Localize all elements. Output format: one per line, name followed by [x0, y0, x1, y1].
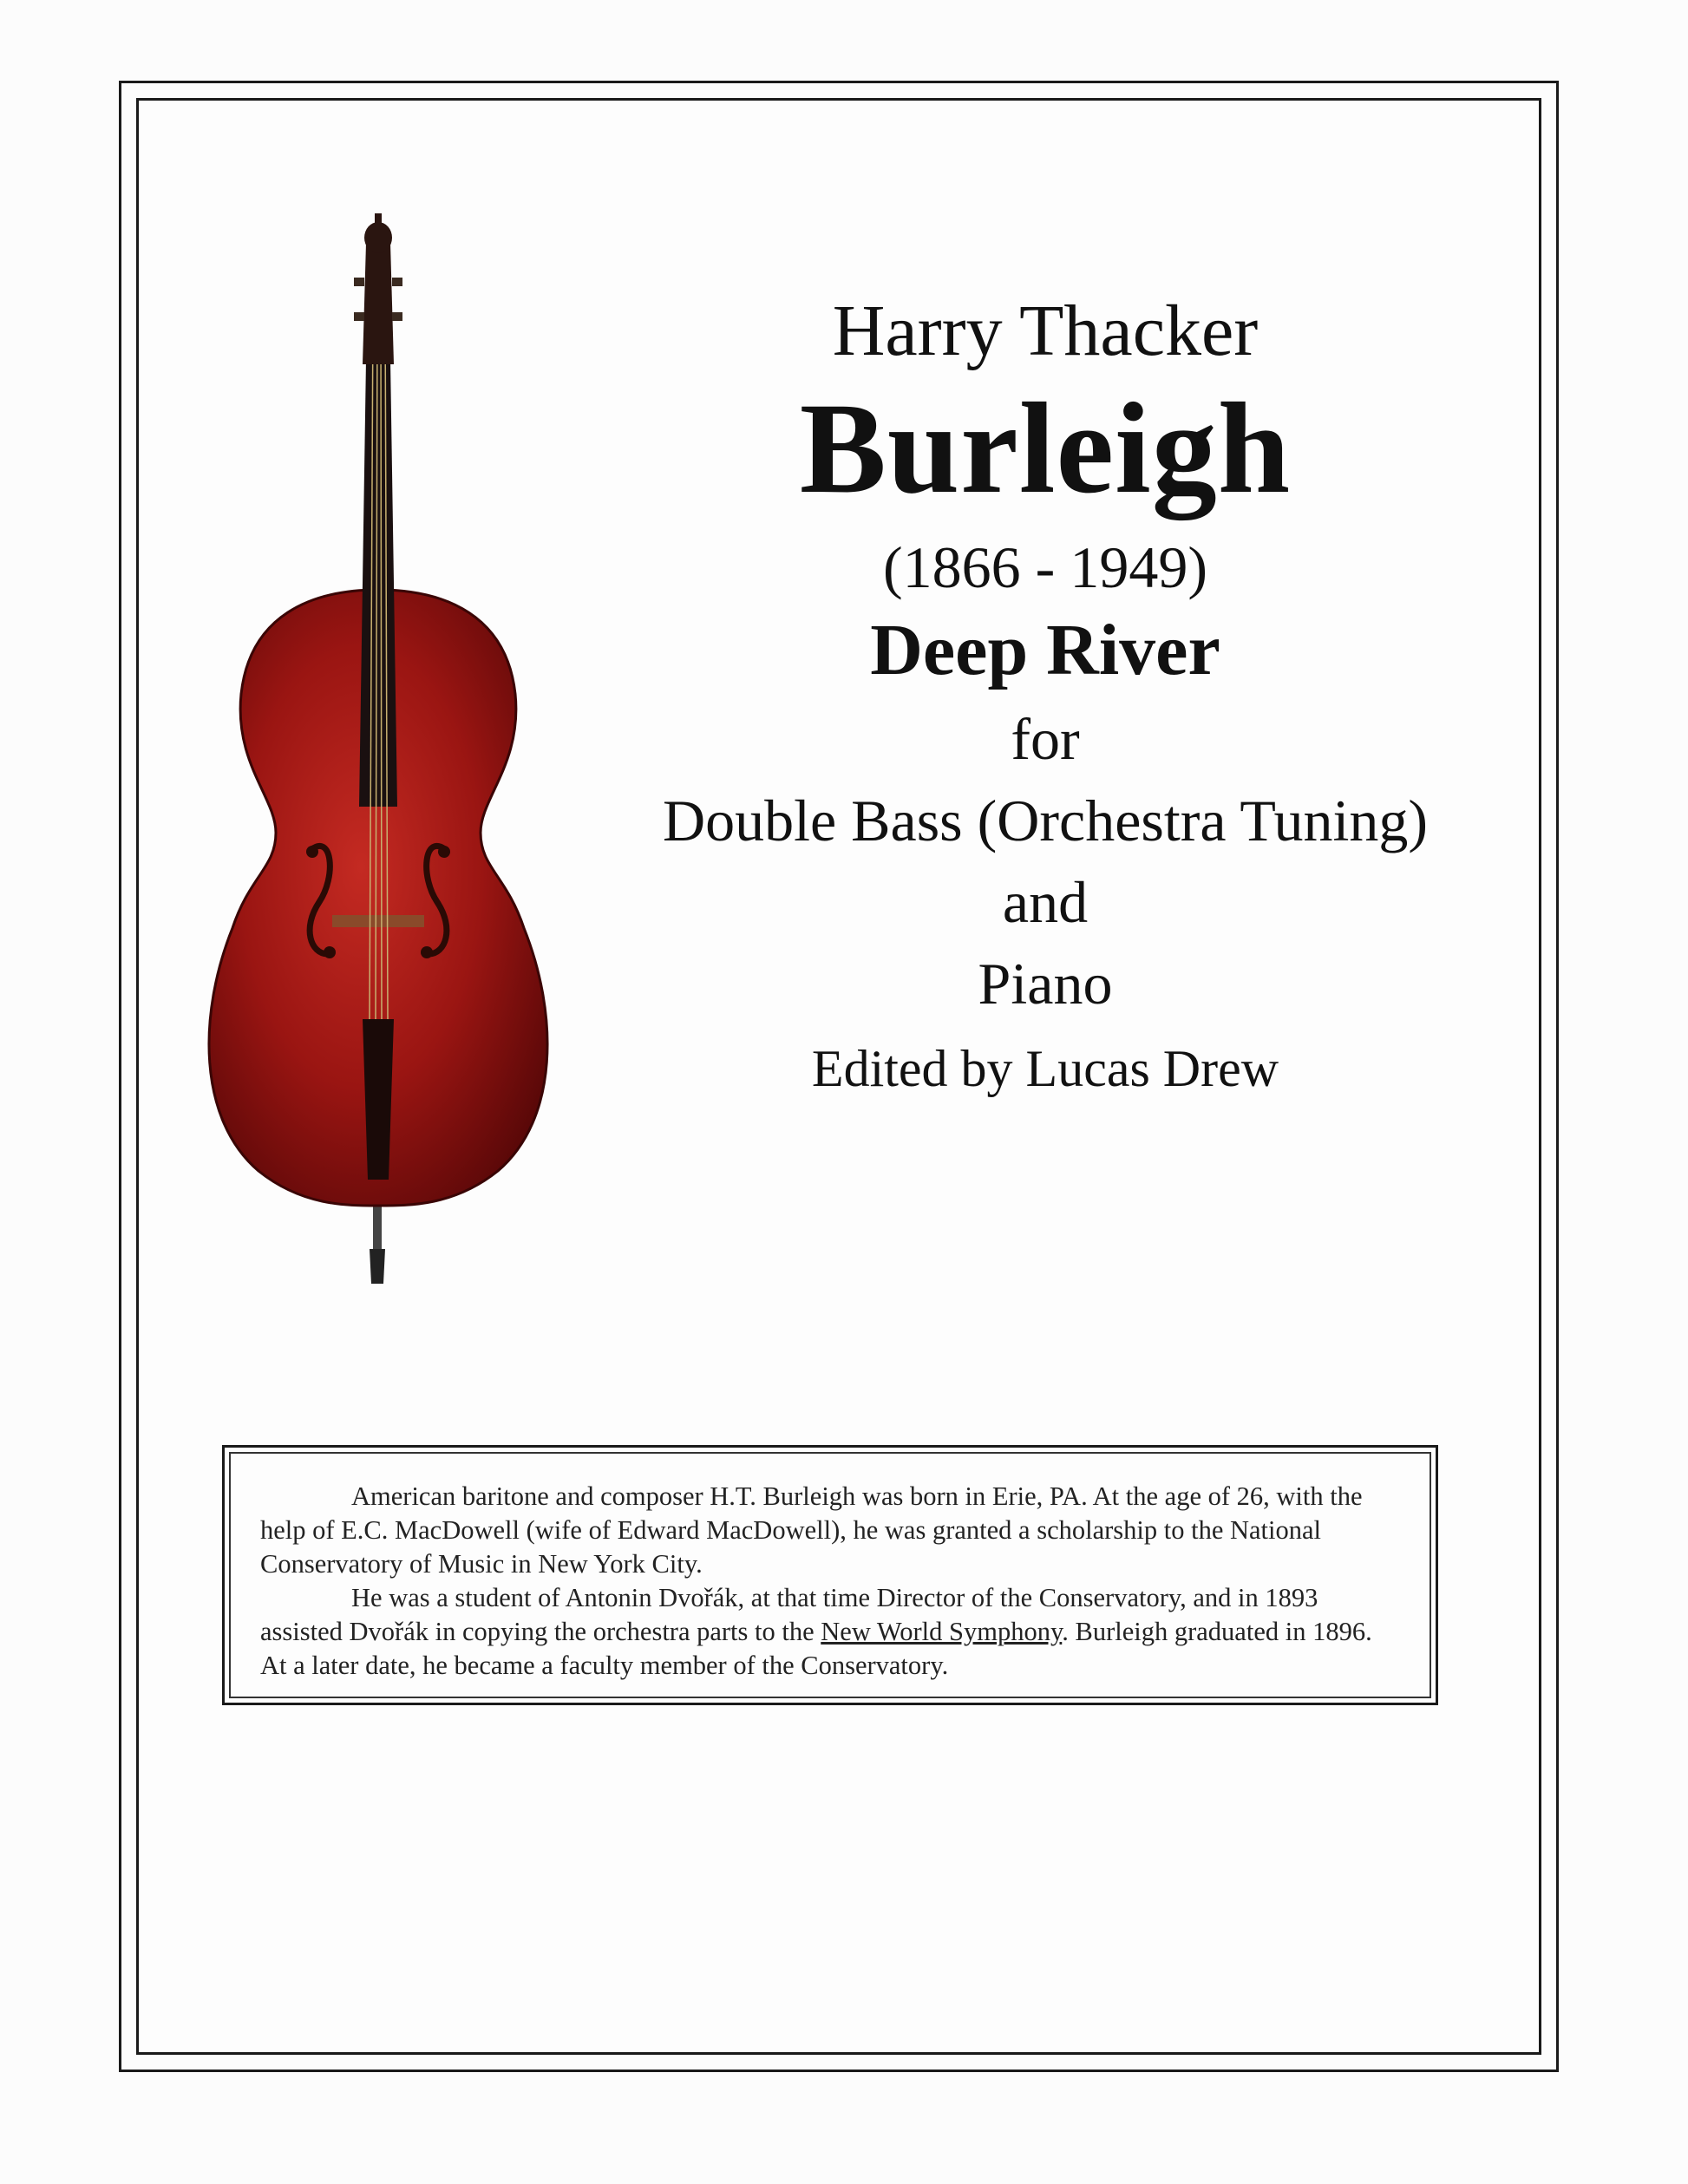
- title-block: [590, 291, 1501, 1097]
- biography-paragraph-2-end: . Burleigh graduated in 1896. At a later date, he became a faculty member of the Conservatory.: [260, 1617, 1372, 1680]
- composer-dates: (1866 - 1949): [883, 534, 1207, 600]
- for-label: for: [1011, 706, 1080, 772]
- biography-paragraph-1: American baritone and composer H.T. Burleigh was born in Erie, PA. At the age of 26, with the help of E.C. MacDowell (wife of Edward MacDowell), he was granted a scholarship to the National Conservatory of Music in New York City.: [260, 1481, 1363, 1579]
- composer-surname: Burleigh: [799, 376, 1292, 520]
- piece-title: Deep River: [870, 610, 1220, 690]
- double-bass-icon: [180, 208, 579, 1301]
- composer-first-names: Harry Thacker: [832, 291, 1259, 371]
- editor-credit: Edited by Lucas Drew: [811, 1040, 1279, 1097]
- biography-paragraph-2-start: He was a student of Antonin Dvořák, at that time Director of the Conservatory, and in 1893 assisted Dvořák in copying the orchestra parts to the: [260, 1583, 1318, 1646]
- new-world-symphony-title: New World Symphony: [821, 1617, 1063, 1646]
- and-label: and: [1002, 869, 1089, 935]
- biography-paragraph-2: [260, 1581, 1400, 1683]
- biography-box: [222, 1445, 1438, 1705]
- biography-text: [229, 1452, 1431, 1698]
- accompaniment-label: Piano: [978, 951, 1113, 1017]
- instrument-label: Double Bass (Orchestra Tuning): [662, 788, 1429, 853]
